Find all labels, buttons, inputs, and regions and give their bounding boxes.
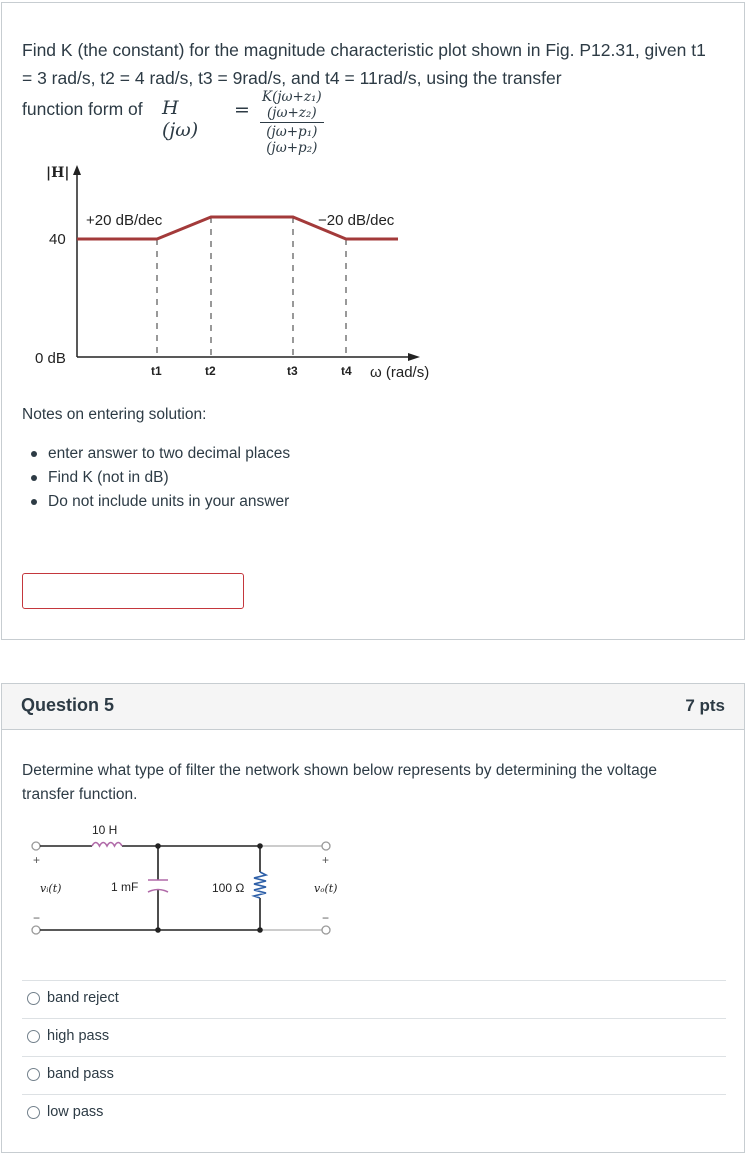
formula-prefix: function form of [22, 99, 143, 119]
input-minus-sign: − [33, 911, 41, 925]
answer-options [22, 980, 726, 1132]
radio-button[interactable] [27, 992, 40, 1005]
output-terminal-bottom [322, 926, 330, 934]
capacitor-label: 1 mF [111, 880, 139, 894]
input-plus-sign: + [33, 853, 41, 867]
notes-list [22, 443, 290, 515]
circuit-diagram [22, 814, 352, 944]
answer-label: band reject [47, 990, 119, 1006]
input-terminal-top [32, 842, 40, 850]
junction-dot [257, 843, 263, 849]
x-axis-arrow-icon [408, 353, 420, 361]
slope-up-label: +20 dB/dec [86, 212, 163, 229]
answer-option-low-pass[interactable] [22, 1094, 726, 1132]
answer-label: high pass [47, 1028, 110, 1044]
answer-input[interactable] [22, 573, 244, 609]
tick-t4: t4 [341, 364, 352, 378]
output-voltage-label: vₒ(t) [314, 882, 338, 895]
inductor-label: 10 H [92, 823, 118, 837]
output-minus-sign: − [322, 911, 330, 925]
radio-button[interactable] [27, 1068, 40, 1081]
input-terminal-bottom [32, 926, 40, 934]
question-points: 7 pts [685, 696, 725, 715]
answer-option-high-pass[interactable] [22, 1018, 726, 1056]
question-4-card [1, 2, 745, 640]
question-header [2, 684, 744, 730]
note-item: Find K (not in dB) [22, 467, 290, 491]
answer-option-band-reject[interactable] [22, 980, 726, 1018]
zero-db-label: 0 dB [35, 350, 66, 367]
level-40-label: 40 [49, 231, 66, 248]
answer-label: band pass [47, 1066, 114, 1082]
formula-numerator: K(jω+z₁)(jω+z₂) [262, 89, 322, 121]
question-5-prompt: Determine what type of filter the network shown below represents by determining the voltage transfer function. [22, 762, 657, 803]
inductor-icon [92, 843, 122, 847]
formula-lhs: H (jω) [162, 97, 199, 141]
drop-lines [157, 217, 346, 357]
tick-t3: t3 [287, 364, 298, 378]
bode-magnitude-plot [30, 161, 450, 386]
radio-button[interactable] [27, 1030, 40, 1043]
answer-option-band-pass[interactable] [22, 1056, 726, 1094]
formula-equals: = [234, 99, 250, 121]
note-item: enter answer to two decimal places [22, 443, 290, 467]
tick-t1: t1 [151, 364, 162, 378]
tick-t2: t2 [205, 364, 216, 378]
resistor-icon [254, 872, 266, 898]
output-terminal-top [322, 842, 330, 850]
junction-dot [257, 927, 263, 933]
answer-label: low pass [47, 1104, 104, 1120]
output-plus-sign: + [322, 853, 330, 867]
formula-denominator: (jω+p₁)(jω+p₂) [266, 124, 318, 156]
capacitor-icon [148, 880, 168, 892]
x-axis-label: ω (rad/s) [370, 364, 430, 381]
y-axis-arrow-icon [73, 165, 81, 175]
y-axis-label: |H| [46, 165, 70, 181]
note-item: Do not include units in your answer [22, 491, 290, 515]
question-4-prompt: Find K (the constant) for the magnitude characteristic plot shown in Fig. P12.31, given t1 = 3 rad/s, t2 = 4 rad/s, t3 = 9rad/s, and t4 = 11rad/s, using the transfer [22, 40, 706, 88]
question-title: Question 5 [21, 695, 115, 715]
formula-fraction [260, 89, 324, 156]
junction-dot [155, 927, 161, 933]
question-5-card [1, 683, 745, 1153]
notes-heading: Notes on entering solution: [22, 406, 207, 423]
resistor-label: 100 Ω [212, 881, 245, 895]
junction-dot [155, 843, 161, 849]
slope-down-label: −20 dB/dec [318, 212, 395, 229]
input-voltage-label: vᵢ(t) [40, 882, 62, 895]
radio-button[interactable] [27, 1106, 40, 1119]
